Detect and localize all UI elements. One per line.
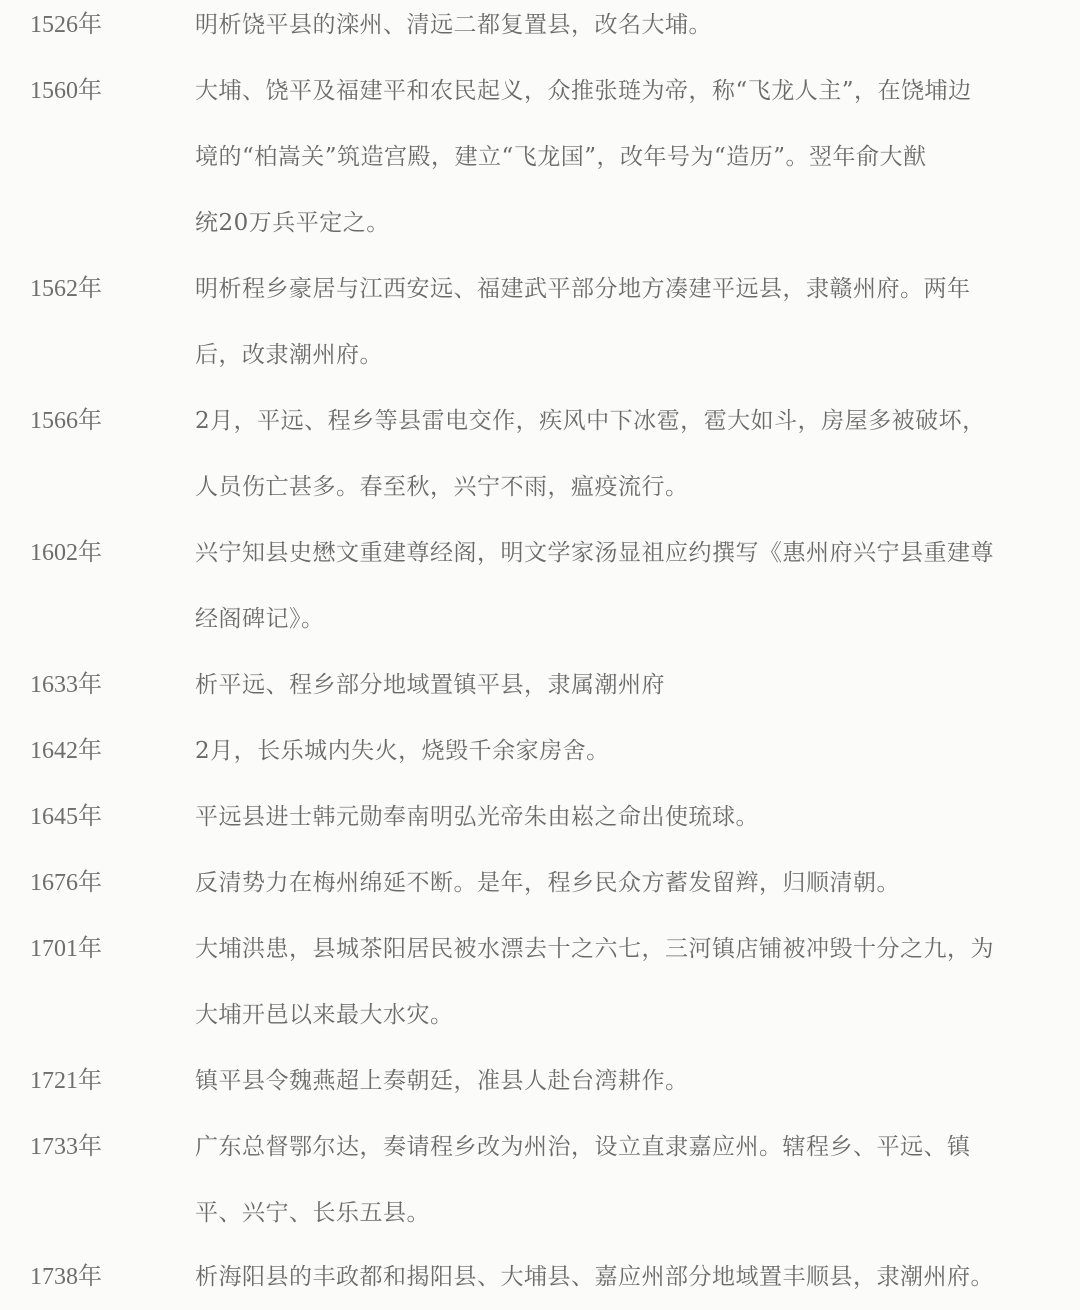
entry-text-line: 明析程乡豪居与江西安远、福建武平部分地方凑建平远县，隶赣州府。两年 <box>195 276 971 302</box>
entry-text <box>195 916 1057 1048</box>
entry-text <box>195 256 1057 388</box>
entry-text-line: 2月，平远、程乡等县雷电交作，疾风中下冰雹，雹大如斗，房屋多被破坏， <box>195 408 986 434</box>
entry-text <box>195 1048 1057 1114</box>
entry-text-line: 人员伤亡甚多。春至秋，兴宁不雨，瘟疫流行。 <box>195 474 689 500</box>
entry-year: 1566年 <box>30 408 102 434</box>
entry-text <box>195 388 1057 520</box>
entry-text-line: 平远县进士韩元勋奉南明弘光帝朱由崧之命出使琉球。 <box>195 804 759 830</box>
entry-text-line: 大埔开邑以来最大水灾。 <box>195 1002 454 1028</box>
entry-text <box>195 0 1057 58</box>
entry-text-line: 兴宁知县史懋文重建尊经阁，明文学家汤显祖应约撰写《惠州府兴宁县重建尊 <box>195 540 994 566</box>
entry-text-line: 境的“柏嵩关”筑造宫殿，建立“飞龙国”，改年号为“造历”。翌年俞大猷 <box>195 144 927 170</box>
entry-text <box>195 520 1057 652</box>
entry-year: 1676年 <box>30 870 102 896</box>
entry-text <box>195 784 1057 850</box>
entry-year: 1642年 <box>30 738 102 764</box>
entry-text-line: 反清势力在梅州绵延不断。是年，程乡民众方蓄发留辫，归顺清朝。 <box>195 870 900 896</box>
entry-text-line: 大埔洪患，县城茶阳居民被水漂去十之六七，三河镇店铺被冲毁十分之九，为 <box>195 936 994 962</box>
entry-year: 1560年 <box>30 78 102 104</box>
entry-year: 1602年 <box>30 540 102 566</box>
entry-text-line: 平、兴宁、长乐五县。 <box>195 1200 430 1226</box>
entry-text-line: 经阁碑记》。 <box>195 606 325 632</box>
entry-text-line: 镇平县令魏燕超上奏朝廷，准县人赴台湾耕作。 <box>195 1068 689 1094</box>
entry-text-line: 析平远、程乡部分地域置镇平县，隶属潮州府 <box>195 672 665 698</box>
entry-year: 1721年 <box>30 1068 102 1094</box>
entry-year: 1526年 <box>30 12 102 38</box>
entry-year: 1738年 <box>30 1264 102 1290</box>
entry-text-line: 大埔、饶平及福建平和农民起义，众推张琏为帝，称“飞龙人主”，在饶埔边 <box>195 78 972 104</box>
entry-text-line: 广东总督鄂尔达，奏请程乡改为州治，设立直隶嘉应州。辖程乡、平远、镇 <box>195 1134 971 1160</box>
entry-year: 1733年 <box>30 1134 102 1160</box>
entry-text <box>195 850 1057 916</box>
entry-text <box>195 652 1057 718</box>
entry-year: 1562年 <box>30 276 102 302</box>
entry-text-line: 统20万兵平定之。 <box>195 210 390 236</box>
entry-text-line: 后，改隶潮州府。 <box>195 342 383 368</box>
entry-year: 1645年 <box>30 804 102 830</box>
entry-text <box>195 58 1057 256</box>
entry-text-line: 2月，长乐城内失火，烧毁千余家房舍。 <box>195 738 610 764</box>
entry-text-line: 析海阳县的丰政都和揭阳县、大埔县、嘉应州部分地域置丰顺县，隶潮州府。 <box>195 1264 994 1290</box>
entry-year: 1633年 <box>30 672 102 698</box>
entry-year: 1701年 <box>30 936 102 962</box>
entry-text <box>195 1244 1057 1310</box>
entry-text-line: 明析饶平县的滦州、清远二都复置县，改名大埔。 <box>195 12 712 38</box>
entry-text <box>195 1114 1057 1246</box>
entry-text <box>195 718 1057 784</box>
